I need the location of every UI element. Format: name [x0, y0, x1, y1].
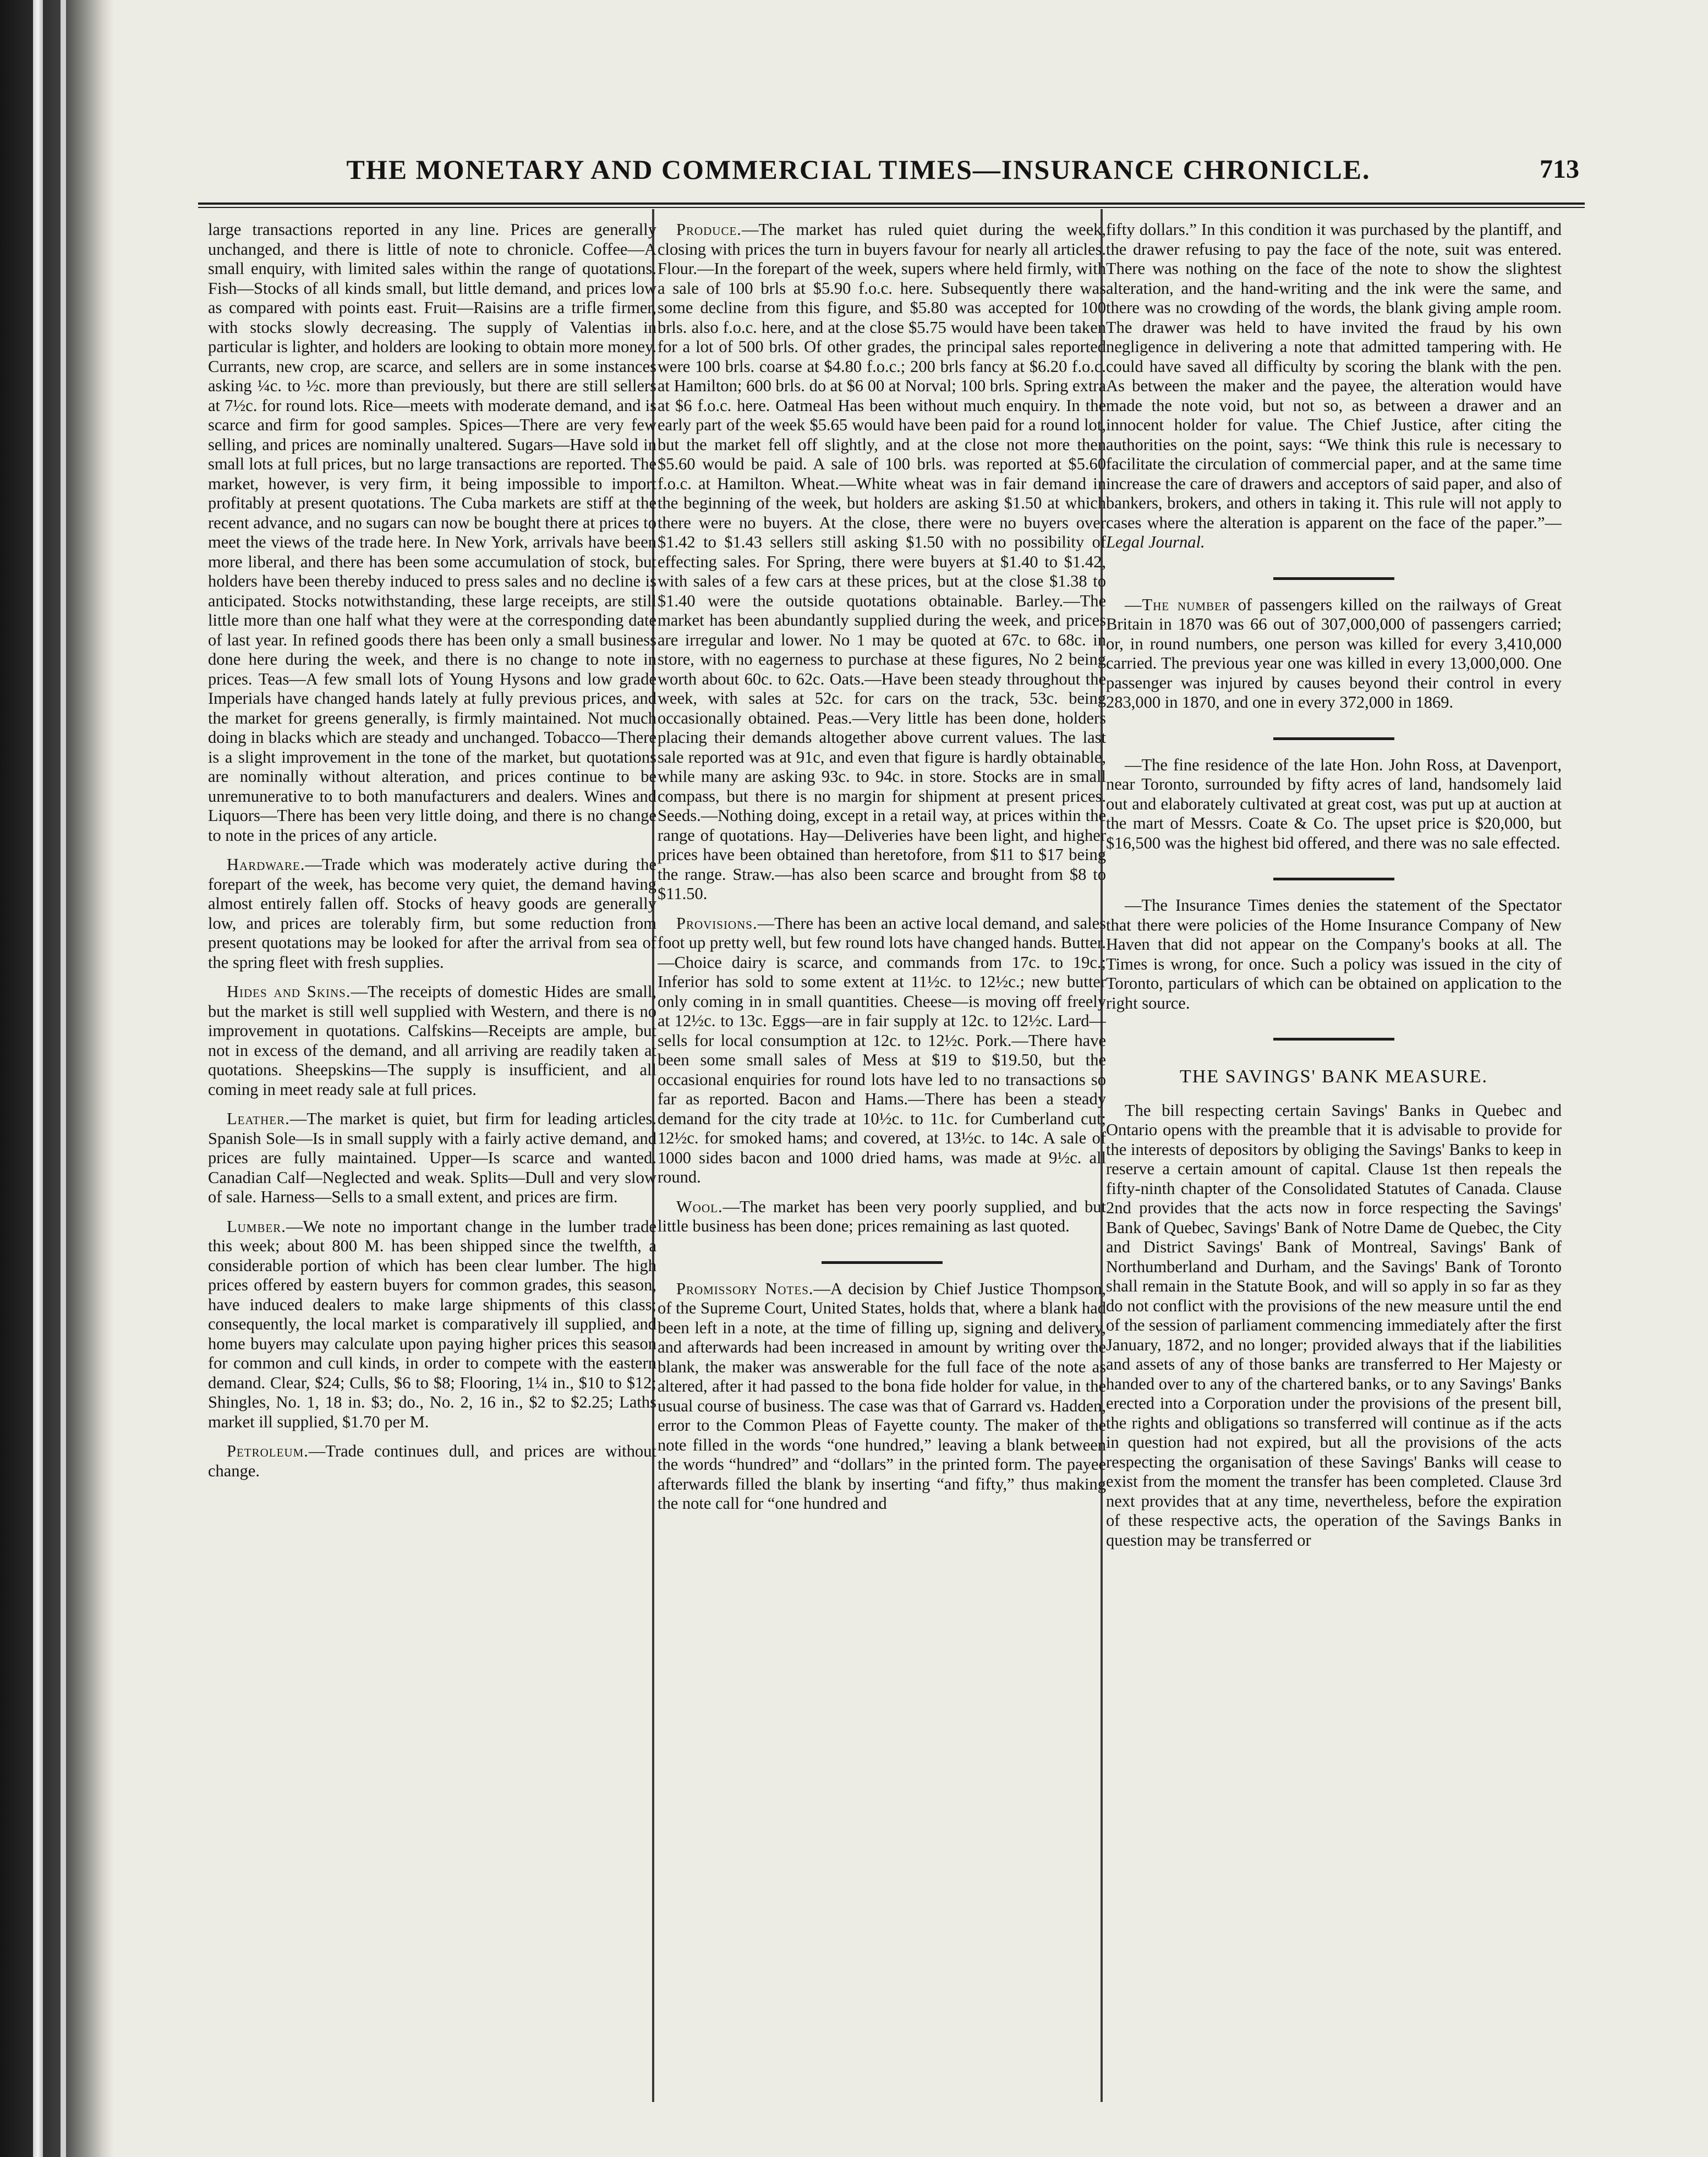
- petroleum-heading: Petroleum.: [227, 1442, 309, 1460]
- hardware-heading: Hardware.: [227, 855, 305, 874]
- section-divider: [658, 1246, 1106, 1279]
- railway-heading: —The number: [1125, 595, 1230, 614]
- notes-continued-paragraph: [1106, 220, 1562, 552]
- binding-fold-inner: [61, 0, 66, 2157]
- column-right: [1106, 220, 1562, 2113]
- wool-heading: Wool.: [676, 1197, 723, 1216]
- section-divider: [1106, 722, 1562, 756]
- wool-paragraph: [658, 1197, 1106, 1236]
- railway-paragraph: [1106, 595, 1562, 713]
- section-divider: [1106, 863, 1562, 896]
- produce-text: —The market has ruled quiet during the week, closing with prices the turn in buyers favour for nearly all articles. Flour.—In the forepart of the week, supers where held firmly, with a sale of 100 brls at $5.90 f.o.c. here. Subsequently there was some decline from this figure, and $5.80 was accepted for 100 brls. also f.o.c. here, and at the close $5.75 would have been taken for a lot of 500 brls. Of other grades, the principal sales reported were 100 brls. coarse at $4.80 f.o.c.; 200 brls fancy at $6.20 f.o.c. at Hamilton; 600 brls. do at $6 00 at Norval; 100 brls. Spring extra at $6 f.o.c. here. Oatmeal Has been without much enquiry. In the early part of the week $5.65 would have been paid for a round lot, but the market fell off slightly, and at the close not more then $5.60 would be paid. A sale of 100 brls. was reported at $5.60 f.o.c. at Hamilton. Wheat.—White wheat was in fair demand in the beginning of the week, but holders are asking $1.50 at which there were no buyers. At the close, there were no buyers over $1.42 to $1.43 sellers still asking $1.50 with no possibility of effecting sales. For Spring, there were buyers at $1.40 to $1.42, with sales of a few cars at these prices, but at the close $1.38 to $1.40 were the outside quotations obtainable. Barley.—The market has been abundantly supplied during the week, and prices are irregular and lower. No 1 may be quoted at 67c. to 68c. in store, with no eagerness to purchase at these figures, No 2 being worth about 60c. to 62c. Oats.—Have been steady throughout the week, with sales at 52c. for cars on the track, 53c. being occasionally obtained. Peas.—Very little has been done, holders placing their demands altogether above current values. The last sale reported was at 91c, and even that figure is hardly obtainable, while many are asking 93c. to 94c. in store. Stocks are in small compass, but there is no margin for shipment at present prices. Seeds.—Nothing doing, except in a retail way, at prices within the range of quotations. Hay—Deliveries have been light, and higher prices have been obtained than heretofore, from $11 to $17 being the range. Straw.—has also been scarce and brought from $8 to $11.50.: [658, 220, 1106, 903]
- hides-paragraph: [208, 982, 656, 1099]
- promissory-notes-paragraph: [658, 1279, 1106, 1514]
- leather-text: —The market is quiet, but firm for leading articles. Spanish Sole—Is in small supply with a fairly active demand, and prices are fully maintained. Upper—Is scarce and wanted. Canadian Calf—Neglected and weak. Splits—Dull and very slow of sale. Harness—Sells to a small extent, and prices are firm.: [208, 1109, 656, 1206]
- provisions-text: —There has been an active local demand, and sales foot up pretty well, but few round lots have changed hands. Butter.—Choice dairy is scarce, and commands from 17c. to 19c.; Inferior has sold to some extent at 11½c. to 12½c.; new butter only coming in in small quantities. Cheese—is moving off freely at 12½c. to 13c. Eggs—are in fair supply at 12c. to 12½c. Lard—sells for local consumption at 12c. to 12½c. Pork.—There have been some small sales of Mess at $19 to $19.50, but the occasional enquiries for round lots have led to no transactions so far as reported. Bacon and Hams.—There has been a steady demand for the city trade at 10½c. to 11c. for Cumberland cut; 12½c. for smoked hams; and covered, at 13½c. to 14c. A sale of 1000 sides bacon and 1000 dried hams, was made at 9½c. all round.: [658, 913, 1106, 1186]
- insurance-times-paragraph: —The Insurance Times denies the statement of the Spectator that there were policies of the Home Insurance Company of New Haven that did not appear on the Company's books at all. The Times is wrong, for once. Such a policy was issued in the city of Toronto, particulars of which can be obtained on application to the right source.: [1106, 896, 1562, 1012]
- lumber-paragraph: [208, 1217, 656, 1432]
- hides-heading: Hides and Skins.: [227, 982, 351, 1001]
- hides-text: —The receipts of domestic Hides are small, but the market is still well supplied with Western, and there is no improvement in quotations. Calfskins—Receipts are ample, but not in excess of the demand, and all arriving are readily taken at quotations. Sheepskins—The supply is insufficient, and all coming in meet ready sale at full prices.: [208, 982, 656, 1099]
- article-heading: THE SAVINGS' BANK MEASURE.: [1180, 1066, 1488, 1087]
- header-double-rule: [198, 202, 1585, 208]
- produce-heading: Produce.: [676, 220, 742, 239]
- groceries-paragraph: large transactions reported in any line. Prices are generally unchanged, and there is little of note to chronicle. Coffee—A small enquiry, with limited sales within the range of quotations. Fish—Stocks of all kinds small, but little demand, and prices low as compared with points east. Fruit—Raisins are a trifle firmer, with stocks slowly decreasing. The supply of Valentias in particular is lighter, and holders are looking to obtain more money. Currants, new crop, are scarce, and sellers are in some instances asking ¼c. to ½c. more than previously, but there are still sellers at 7½c. for round lots. Rice—meets with moderate demand, and is scarce and firm for good samples. Spices—There are very few selling, and prices are nominally unaltered. Sugars—Have sold in small lots at full prices, but no large transactions are reported. The market, however, is very firm, it being impossible to import profitably at present quotations. The Cuba markets are stiff at the recent advance, and no sugars can now be bought there at prices to meet the views of the trade here. In New York, arrivals have been more liberal, and there has been some accumulation of stock, but holders have been thereby induced to press sales and no decline is anticipated. Stocks notwithstanding, these large receipts, are still little more than one half what they were at the corresponding date of last year. In refined goods there has been only a small business done here during the week, and there is no change to note in prices. Teas—A few small lots of Young Hysons and low grade Imperials have changed hands lately at fully previous prices, and the market for greens generally, is firmly maintained. Not much doing in blacks which are steady and unchanged. Tobacco—There is a slight improvement in the tone of the market, but quotations are nominally without alteration, and prices continue to be unremunerative to to both manufacturers and dealers. Wines and Liquors—There has been very little doing, and there is no change to note in the prices of any article.: [208, 220, 656, 845]
- page-running-head: THE MONETARY AND COMMERCIAL TIMES—INSURANCE CHRONICLE.: [346, 154, 1371, 185]
- lumber-text: —We note no important change in the lumber trade this week; about 800 M. has been shipped since the twelfth, a considerable portion of which has been clear lumber. The high prices offered by eastern buyers for common grades, this season, have induced dealers to make large shipments of this class; consequently, the local market is comparatively ill supplied, and home buyers may calculate upon paying higher prices this season for common and cull kinds, in order to compete with the eastern demand. Clear, $24; Culls, $6 to $8; Flooring, 1¼ in., $10 to $12; Shingles, No. 1, 18 in. $3; do., No. 2, 16 in., $2 to $2.25; Laths market ill supplied, $1.70 per M.: [208, 1217, 656, 1431]
- residence-paragraph: —The fine residence of the late Hon. John Ross, at Davenport, near Toronto, surrounded by fifty acres of land, handsomely laid out and elaborately cultivated at great cost, was put up at auction at the mart of Messrs. Coate & Co. The upset price is $20,000, but $16,500 was the highest bid offered, and there was no sale effected.: [1106, 755, 1562, 852]
- page-number: 713: [1540, 155, 1579, 184]
- leather-heading: Leather.: [227, 1109, 290, 1128]
- notes-continued-text: fifty dollars.” In this condition it was purchased by the plantiff, and the drawer refusing to pay the face of the note, suit was entered. There was nothing on the face of the note to show the slightest alteration, and the hand-writing and the ink were the same, and there was no crowding of the words, the blank giving ample room. The drawer was held to have invited the fraud by his own negligence in delivering a note that admitted tampering with. He could have saved all difficulty by scoring the blank with the pen. As between the maker and the payee, the alteration would have made the note void, but not so, as between a drawer and an innocent holder for value. The Chief Justice, after citing the authorities on the point, says: “We think this rule is necessary to facilitate the circulation of commercial paper, and at the same time increase the care of drawers and acceptors of said paper, and also of bankers, brokers, and others in taking it. This rule will not apply to cases where the alteration is apparent on the face of the paper.”—: [1106, 220, 1562, 532]
- petroleum-paragraph: [208, 1442, 656, 1481]
- wool-text: —The market has been very poorly supplied, and but little business has been done; prices remaining as last quoted.: [658, 1197, 1106, 1235]
- section-divider: [1106, 1023, 1562, 1056]
- provisions-paragraph: [658, 914, 1106, 1187]
- promissory-notes-heading: Promissory Notes.: [676, 1279, 814, 1298]
- binding-fold: [33, 0, 43, 2157]
- provisions-heading: Provisions.: [676, 913, 758, 933]
- section-divider: [1106, 562, 1562, 595]
- produce-paragraph: [658, 220, 1106, 904]
- article-source: Legal Journal.: [1106, 533, 1205, 551]
- column-left: [208, 220, 656, 2113]
- promissory-notes-text: —A decision by Chief Justice Thompson, of the Supreme Court, United States, holds that, where a blank had been left in a note, at the time of filling up, signing and delivery, and afterwards had been increased in amount by writing over the blank, the maker was answerable for the full face of the note as altered, after it had passed to the bona fide holder for value, in the usual course of business. The case was that of Garrard vs. Hadden, error to the Common Pleas of Fayette county. The maker of the note filled in the words “one hundred,” leaving a blank between the words “hundred” and “dollars” in the printed form. The payee afterwards filled the blank by inserting “and fifty,” thus making the note call for “one hundred and: [658, 1279, 1106, 1513]
- lumber-heading: Lumber.: [227, 1217, 286, 1236]
- savings-bank-paragraph: The bill respecting certain Savings' Banks in Quebec and Ontario opens with the preamble that it is advisable to provide for the interests of depositors by obliging the Savings' Banks to keep in reserve a certain amount of capital. Clause 1st then repeals the fifty-ninth chapter of the Consolidated Statutes of Canada. Clause 2nd provides that the acts now in force respecting the Savings' Bank of Quebec, Savings' Bank of Notre Dame de Quebec, the City and District Savings' Bank of Montreal, Savings' Bank of Northumberland and Durham, and the Savings' Bank of Toronto shall remain in the Statute Book, and will so apply in so far as they do not conflict with the provisions of the new measure until the end of the session of parliament commencing immediately after the first January, 1872, and no longer; provided always that if the liabilities and assets of any of those banks are transferred to Her Majesty or handed over to any of the chartered banks, or to any Savings' Banks erected into a Corporation under the provisions of the present bill, the rights and obligations so transferred will continue as if the acts in question had not expired, but all the provisions of the acts respecting the organisation of these Savings' Banks will cease to exist from the moment the transfer has been completed. Clause 3rd next provides that at any time, nevertheless, before the expiration of these respective acts, the operation of the Savings Banks in question may be transferred or: [1106, 1101, 1562, 1550]
- petroleum-text: —Trade continues dull, and prices are without change.: [208, 1442, 656, 1480]
- leather-paragraph: [208, 1109, 656, 1207]
- column-middle: [658, 220, 1106, 2113]
- book-binding-edge: [0, 0, 113, 2157]
- hardware-paragraph: [208, 855, 656, 972]
- hardware-text: —Trade which was moderately active during the forepart of the week, has become very quiet, the demand having almost entirely fallen off. Stocks of heavy goods are generally low, and prices are tolerably firm, but some reduction from present quotations may be looked for after the arrival from sea of the spring fleet with fresh supplies.: [208, 855, 656, 972]
- railway-text: of passengers killed on the railways of Great Britain in 1870 was 66 out of 307,000,000 of passengers carried; or, in round numbers, one person was killed for every 3,410,000 carried. The previous year one was killed in every 13,000,000. One passenger was injured by causes beyond their control in every 283,000 in 1870, and one in every 372,000 in 1869.: [1106, 595, 1562, 711]
